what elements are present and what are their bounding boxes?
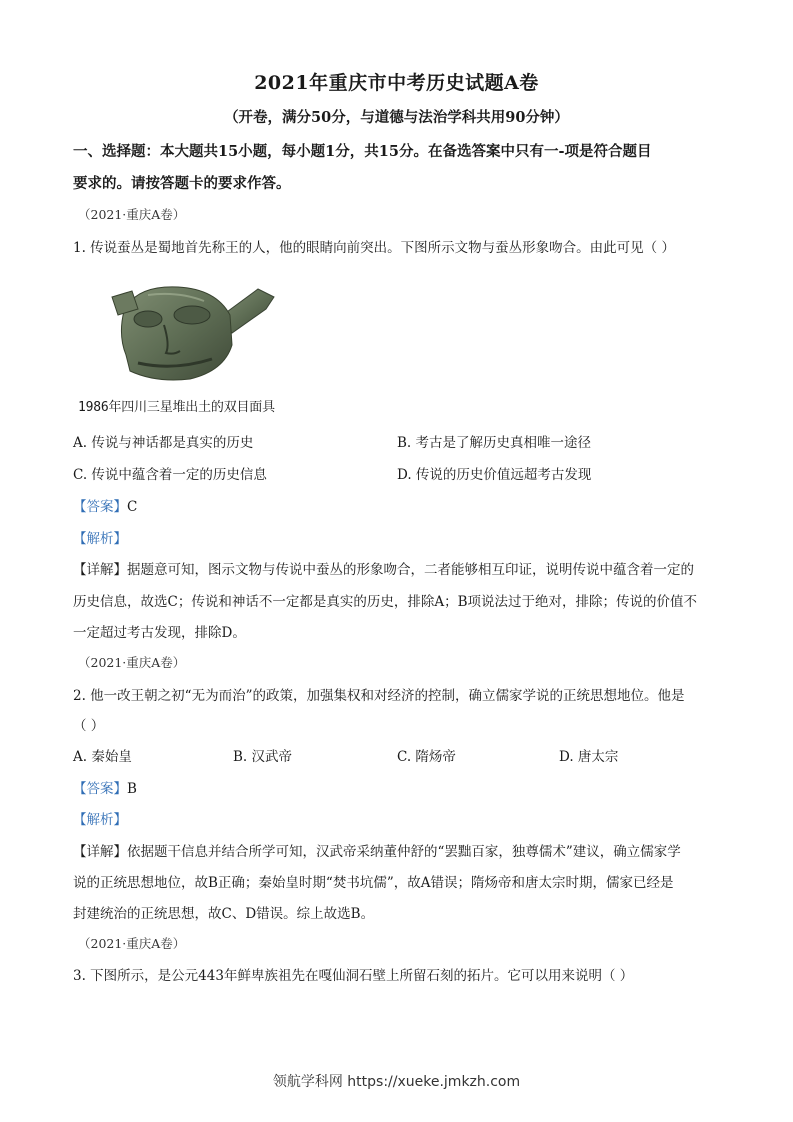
q2-option-d: D. 唐太宗 [559,749,619,765]
detail-tag: 【详解】 [73,844,127,860]
section-heading-line1: 一、选择题：本大题共15小题，每小题1分，共15分。在备选答案中只有一-项是符合题目 [73,143,652,160]
page-subtitle: （开卷，满分50分，与道德与法治学科共用90分钟） [224,109,569,126]
q1-stem: 1. 传说蚕丛是蜀地首先称王的人，他的眼睛向前突出。下图所示文物与蚕丛形象吻合。由此可见（ ） [73,240,675,256]
q2-option-c: C. 隋炀帝 [397,749,456,765]
q1-source: （2021·重庆A卷） [78,207,186,222]
q2-source: （2021·重庆A卷） [78,655,186,670]
detail-text: 据题意可知，图示文物与传说中蚕丛的形象吻合，二者能够相互印证，说明传说中蕴含着一定的 [127,562,694,578]
figure-caption: 1986年四川三星堆出土的双目面具 [78,400,275,415]
bronze-mask-illustration [108,275,278,385]
q1-detail-line3: 一定超过考古发现，排除D。 [73,625,246,641]
detail-tag: 【详解】 [73,562,127,578]
q1-option-b: B. 考古是了解历史真相唯一途径 [397,435,592,451]
answer-tag: 【答案】 [73,781,127,797]
q2-detail-line3: 封建统治的正统思想，故C、D错误。综上故选B。 [73,906,375,922]
q2-answer [73,777,137,797]
q1-detail-line2: 历史信息，故选C；传说和神话不一定都是真实的历史，排除A；B项说法过于绝对，排除；传说的价值不 [73,594,697,610]
q1-option-d: D. 传说的历史价值远超考古发现 [397,467,592,483]
q1-answer [73,495,137,515]
q2-option-b: B. 汉武帝 [233,749,293,765]
q3-stem: 3. 下图所示，是公元443年鲜卑族祖先在嘎仙洞石壁上所留石刻的拓片。它可以用来说明（ ） [73,968,634,984]
q1-option-c: C. 传说中蕴含着一定的历史信息 [73,467,267,483]
q1-analysis [73,527,127,547]
analysis-tag: 【解析】 [73,531,127,547]
q1-detail-line1 [73,558,694,578]
q2-stem-line1: 2. 他一改王朝之初“无为而治”的政策，加强集权和对经济的控制，确立儒家学说的正统思想地位。他是 [73,688,685,704]
page-title: 2021年重庆市中考历史试题A卷 [254,72,539,94]
q2-detail-line1 [73,840,681,860]
analysis-tag: 【解析】 [73,812,127,828]
answer-value: C [127,499,138,515]
detail-text: 依据题干信息并结合所学可知，汉武帝采纳董仲舒的“罢黜百家，独尊儒术”建议，确立儒家学 [127,844,681,860]
q2-option-a: A. 秦始皇 [73,749,132,765]
q1-option-a: A. 传说与神话都是真实的历史 [73,435,254,451]
section-heading-line2: 要求的。请按答题卡的要求作答。 [73,175,291,192]
q2-detail-line2: 说的正统思想地位，故B正确；秦始皇时期“焚书坑儒”，故A错误；隋炀帝和唐太宗时期，儒家已经是 [73,875,674,891]
answer-tag: 【答案】 [73,499,127,515]
q2-stem-line2: （ ） [73,718,105,734]
q3-source: （2021·重庆A卷） [78,936,186,951]
answer-value: B [127,781,137,797]
q2-analysis [73,808,127,828]
footer-link[interactable]: 领航学科网 https://xueke.jmkzh.com [272,1074,521,1090]
